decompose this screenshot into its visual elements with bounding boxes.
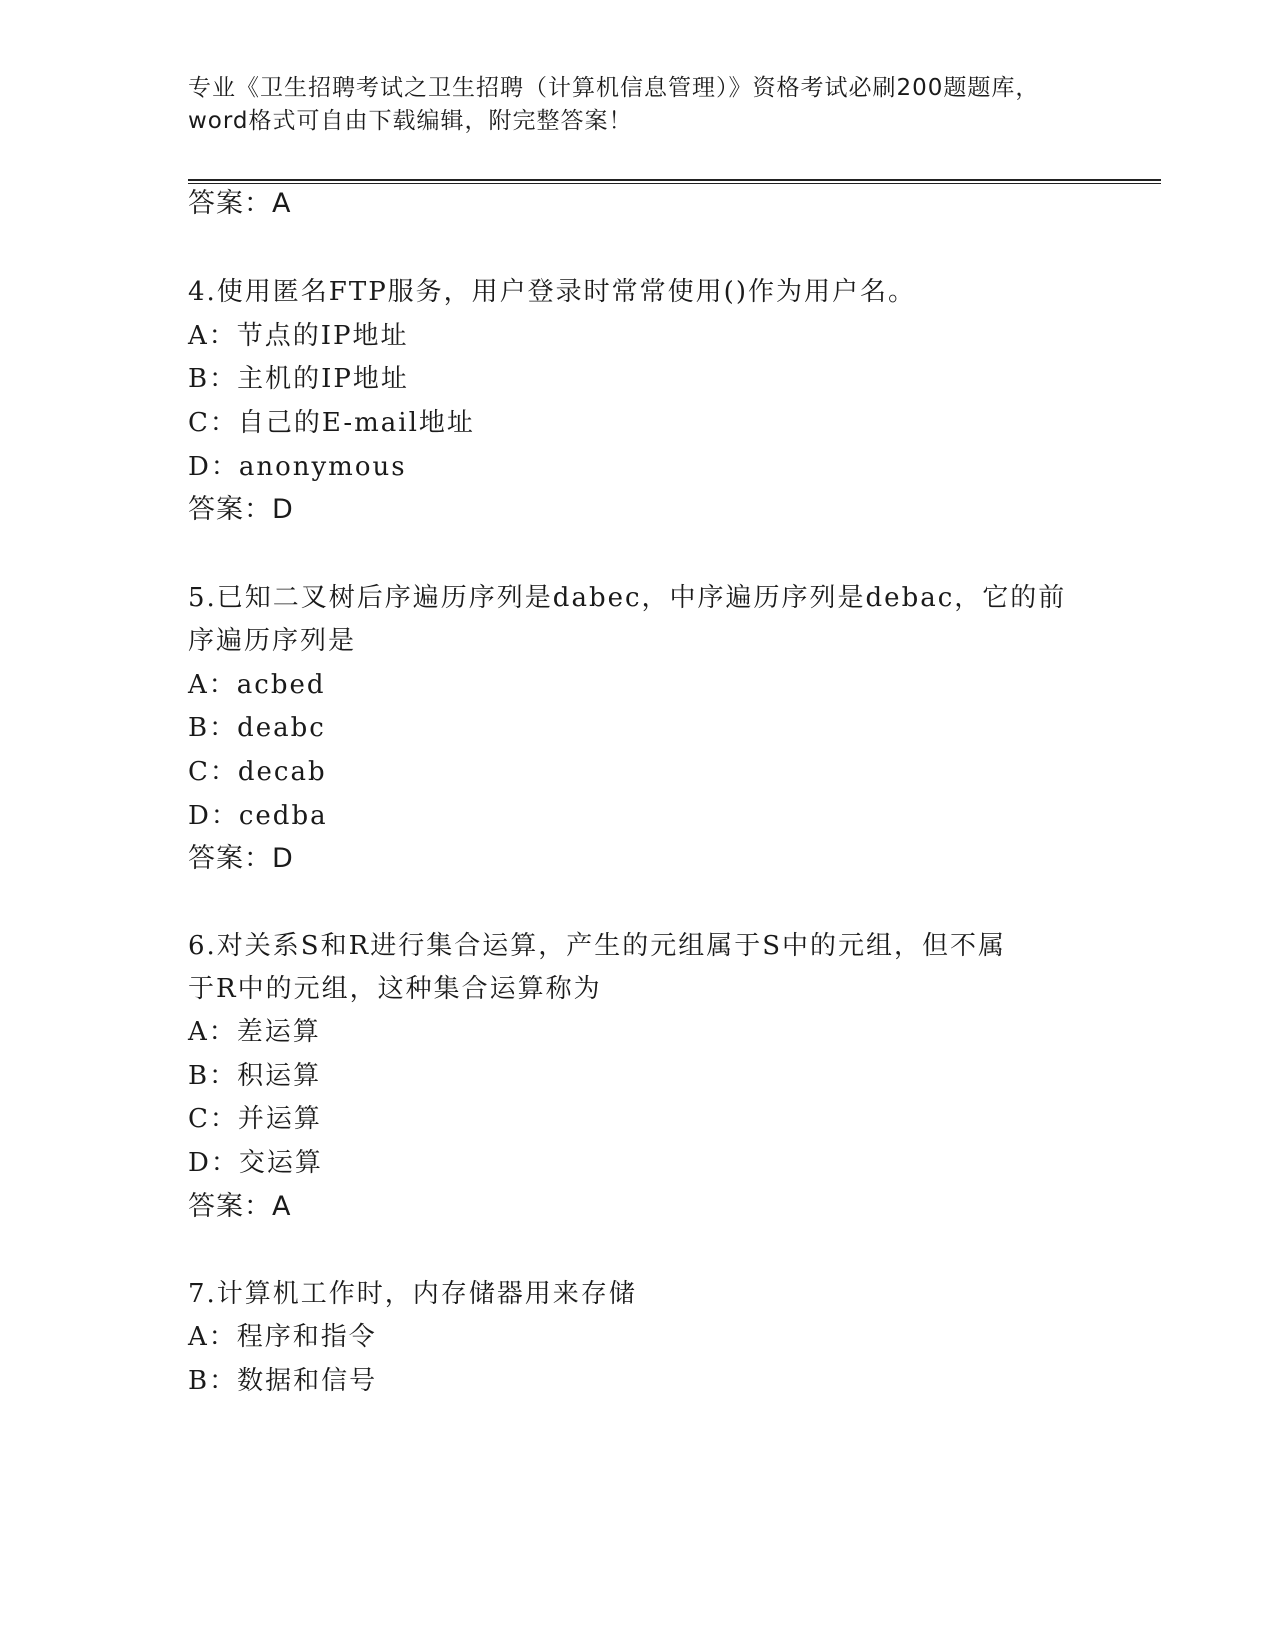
question-7-option-a: A：程序和指令 bbox=[188, 1322, 377, 1352]
question-6-stem-line-1: 6.对关系S和R进行集合运算，产生的元组属于S中的元组，但不属 bbox=[188, 931, 1007, 961]
header-divider-thin bbox=[188, 183, 1161, 184]
question-6-answer: 答案：A bbox=[188, 1191, 292, 1222]
question-4-option-b: B：主机的IP地址 bbox=[188, 364, 409, 394]
question-4-answer: 答案：D bbox=[188, 494, 294, 525]
header-line-2: word格式可自由下载编辑，附完整答案！ bbox=[188, 108, 633, 134]
question-4-option-a: A：节点的IP地址 bbox=[188, 321, 409, 351]
question-5-option-a: A：acbed bbox=[188, 670, 326, 700]
answer-line: 答案：A bbox=[188, 188, 292, 219]
question-5-stem-line-2: 序遍历序列是 bbox=[188, 626, 357, 656]
question-5-option-d: D：cedba bbox=[188, 801, 328, 831]
question-7-option-b: B：数据和信号 bbox=[188, 1366, 378, 1396]
question-5-option-b: B：deabc bbox=[188, 713, 326, 743]
question-6-option-b: B：积运算 bbox=[188, 1061, 322, 1091]
question-5-stem-line-1: 5.已知二叉树后序遍历序列是dabec，中序遍历序列是debac，它的前 bbox=[188, 583, 1067, 613]
question-4-option-c: C：自己的E-mail地址 bbox=[188, 408, 475, 438]
document-header bbox=[188, 72, 1078, 138]
question-7-stem: 7.计算机工作时，内存储器用来存储 bbox=[188, 1279, 637, 1309]
question-6-option-c: C：并运算 bbox=[188, 1104, 322, 1134]
question-6-option-d: D：交运算 bbox=[188, 1148, 323, 1178]
question-4-stem: 4.使用匿名FTP服务，用户登录时常常使用()作为用户名。 bbox=[188, 277, 916, 307]
header-divider bbox=[188, 179, 1161, 181]
question-4-option-d: D：anonymous bbox=[188, 452, 407, 482]
question-6-option-a: A：差运算 bbox=[188, 1017, 321, 1047]
question-6-stem-line-2: 于R中的元组，这种集合运算称为 bbox=[188, 974, 602, 1004]
question-5-option-c: C：decab bbox=[188, 757, 327, 787]
header-line-1: 专业《卫生招聘考试之卫生招聘（计算机信息管理）》资格考试必刷200题题库， bbox=[188, 75, 1040, 101]
question-5-answer: 答案：D bbox=[188, 843, 294, 874]
